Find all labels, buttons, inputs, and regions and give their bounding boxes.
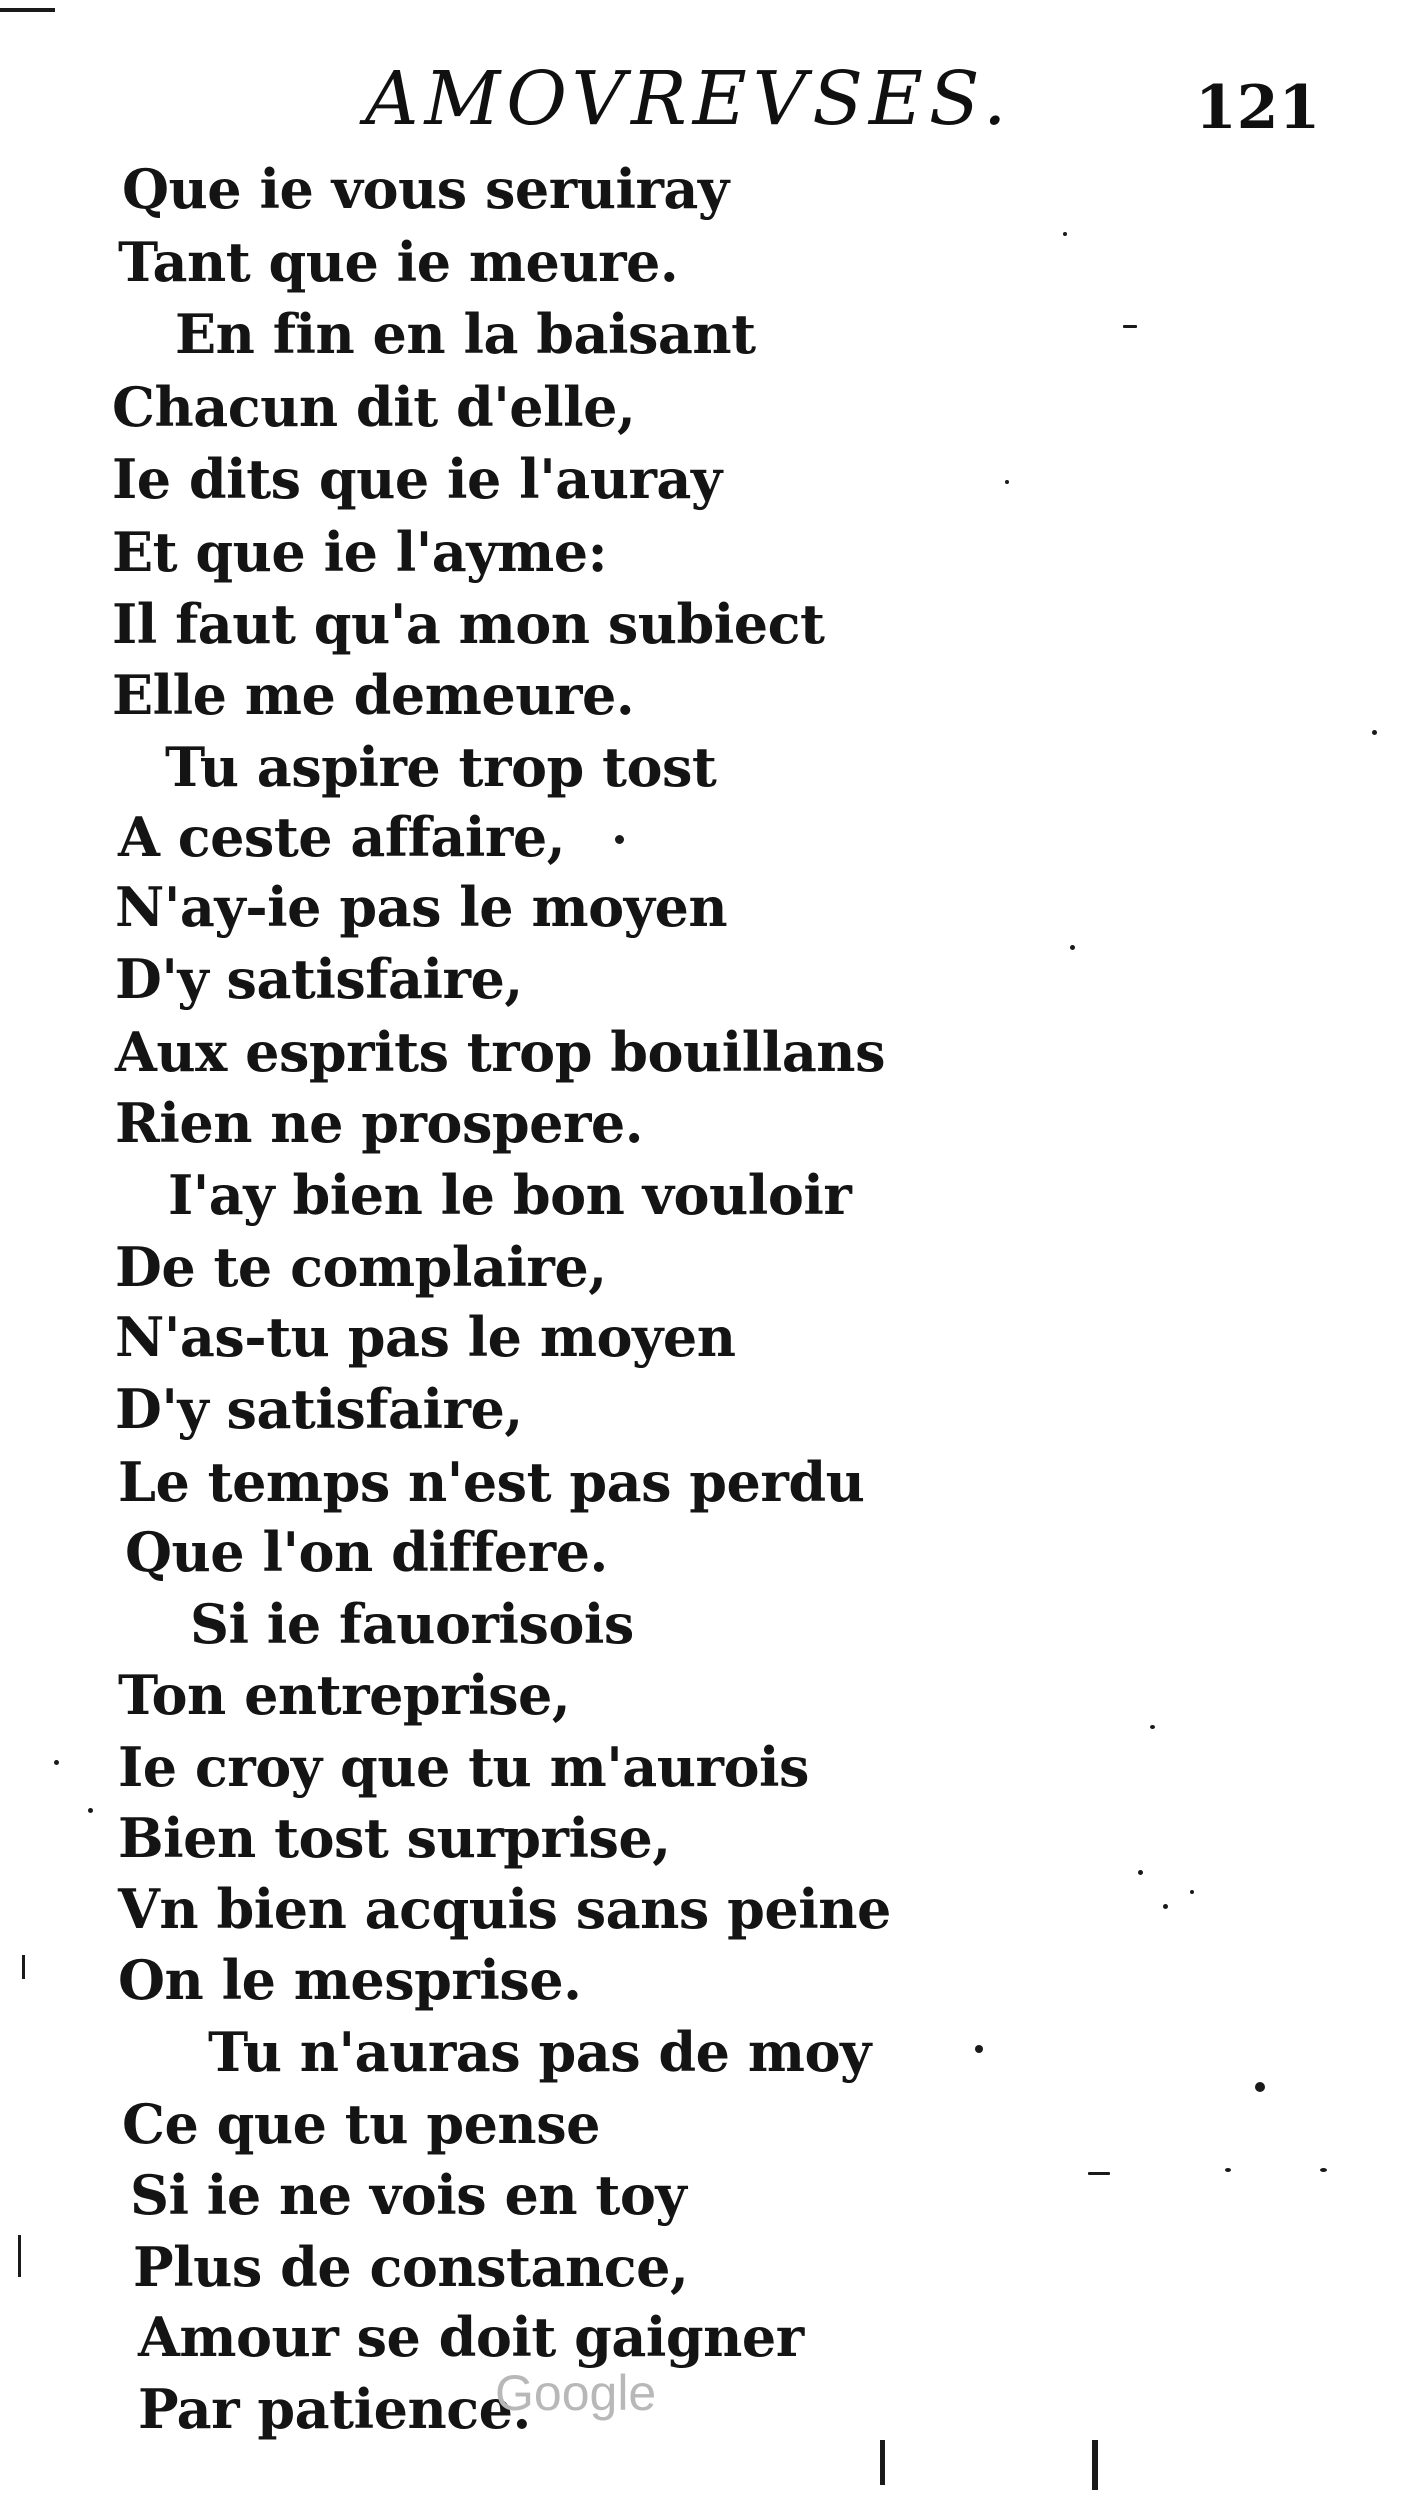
verse-line: Que l'on differe. bbox=[125, 1520, 608, 1584]
verse-line: En fin en la baisant bbox=[175, 302, 756, 366]
verse-line: Si ie ne vois en toy bbox=[130, 2163, 687, 2227]
verse-line: Tant que ie meure. bbox=[118, 230, 679, 294]
ink-speck bbox=[1063, 232, 1067, 236]
verse-line: Plus de constance, bbox=[133, 2235, 689, 2299]
verse-line: Il faut qu'a mon subiect bbox=[112, 592, 825, 656]
verse-line: Le temps n'est pas perdu bbox=[118, 1450, 865, 1514]
verse-line: Par patience. bbox=[138, 2377, 531, 2441]
verse-line: N'ay-ie pas le moyen bbox=[115, 875, 728, 939]
verse-line: Aux esprits trop bouillans bbox=[115, 1020, 885, 1084]
ink-speck bbox=[975, 2045, 983, 2053]
verse-line: Ce que tu pense bbox=[122, 2092, 600, 2156]
edge-mark bbox=[18, 2235, 21, 2277]
verse-line: Amour se doit gaigner bbox=[138, 2305, 804, 2369]
verse-line: On le mesprise. bbox=[118, 1948, 582, 2012]
ink-speck bbox=[54, 1760, 59, 1765]
verse-line: A ceste affaire, bbox=[118, 805, 565, 869]
edge-mark bbox=[1092, 2440, 1098, 2490]
ink-speck bbox=[1372, 730, 1377, 735]
ink-speck bbox=[1123, 325, 1137, 328]
verse-line: Rien ne prospere. bbox=[115, 1091, 644, 1155]
ink-speck bbox=[1138, 1870, 1143, 1875]
page-number: 121 bbox=[1195, 73, 1321, 143]
ink-speck bbox=[1088, 2172, 1110, 2175]
ink-speck bbox=[1225, 2168, 1231, 2172]
verse-line: Ton entreprise, bbox=[118, 1663, 571, 1727]
ink-speck bbox=[1255, 2082, 1265, 2092]
ink-speck bbox=[615, 835, 624, 844]
running-header: AMOVREVSES. bbox=[365, 56, 1013, 142]
verse-line: Que ie vous seruiray bbox=[122, 157, 729, 221]
verse-line: Ie croy que tu m'aurois bbox=[118, 1735, 809, 1799]
ink-speck bbox=[1163, 1904, 1168, 1909]
verse-line: N'as-tu pas le moyen bbox=[115, 1305, 736, 1369]
verse-line: Si ie fauorisois bbox=[190, 1592, 634, 1656]
ink-speck bbox=[1320, 2168, 1327, 2172]
verse-line: Bien tost surprise, bbox=[118, 1806, 671, 1870]
corner-rule bbox=[0, 8, 55, 12]
verse-line: Vn bien acquis sans peine bbox=[118, 1877, 891, 1941]
edge-mark bbox=[880, 2440, 885, 2485]
verse-line: Elle me demeure. bbox=[112, 663, 635, 727]
verse-line: Tu n'auras pas de moy bbox=[208, 2020, 871, 2084]
ink-speck bbox=[1190, 1890, 1194, 1894]
ink-speck bbox=[1070, 945, 1075, 950]
verse-line: Tu aspire trop tost bbox=[165, 735, 717, 799]
verse-line: De te complaire, bbox=[115, 1235, 607, 1299]
edge-mark bbox=[22, 1955, 25, 1979]
ink-speck bbox=[88, 1808, 93, 1813]
ink-speck bbox=[1005, 480, 1009, 484]
verse-line: Chacun dit d'elle, bbox=[112, 375, 636, 439]
verse-line: Et que ie l'ayme: bbox=[112, 520, 608, 584]
verse-line: D'y satisfaire, bbox=[115, 1377, 523, 1441]
verse-line: D'y satisfaire, bbox=[115, 947, 523, 1011]
ink-speck bbox=[1150, 1725, 1155, 1729]
watermark: Google bbox=[495, 2365, 657, 2421]
verse-line: Ie dits que ie l'auray bbox=[112, 447, 722, 511]
verse-line: I'ay bien le bon vouloir bbox=[168, 1163, 852, 1227]
